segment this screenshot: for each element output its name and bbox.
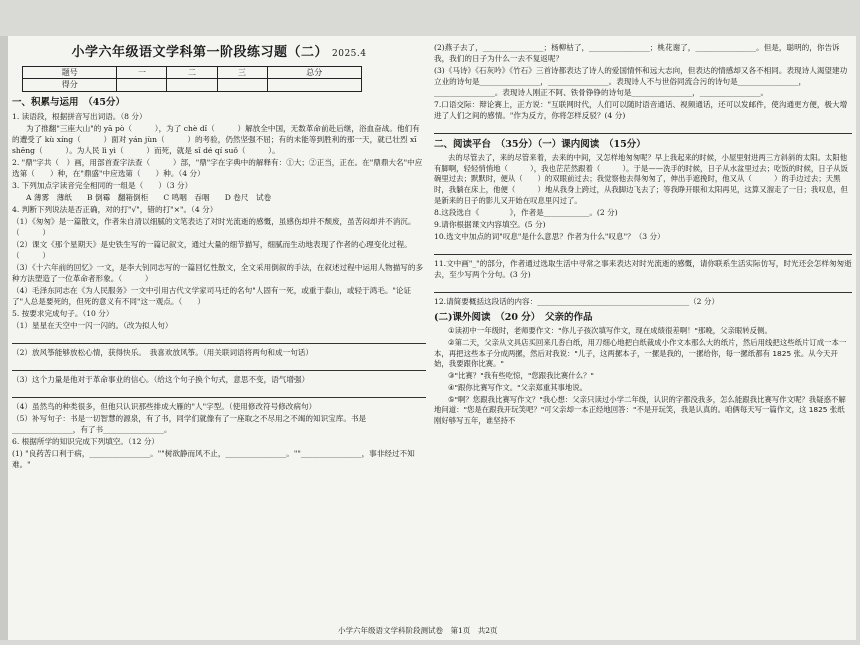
scan-edge — [0, 36, 8, 640]
question-9: 9.请你根据课文内容填空。(5 分) — [434, 220, 546, 230]
essay-paragraph: ⑤"啊？您跟我比赛写作文？"我心想：父亲只读过小学二年级，认识的字都没我多，怎么能跟我比赛写作文呢？我疑惑不解地问道："您是在跟我开玩笑吧？"可父亲却一本正经地回答："不是开玩笑，我是认真的。咱俩每天写一篇作文，这 1825 张纸刚好够写五年，谁坚持不 — [434, 394, 846, 426]
question-8: 8.这段选自《 》，作者是____________。(2 分) — [434, 208, 618, 218]
question-12: 12.请简要概括这段话的内容：________________________________________（2 分） — [434, 297, 720, 307]
question-5-item: （3）这个力量是他对于革命事业的信心。（给这个句子换个句式，意思不变，语气增强） — [12, 374, 310, 384]
question-6-item: (2)燕子去了，________________；杨柳枯了，________________；桃花谢了，________________。但是，聪明的，你告诉我，我们的日子为什么一去不复返呢？ — [434, 43, 840, 63]
right-column — [434, 36, 852, 428]
answer-line[interactable] — [12, 386, 426, 398]
question-5-item: （2）放风筝能够放松心情，获得快乐。 我喜欢放风筝。（用关联词语将两句和成一句话） — [12, 347, 313, 357]
score-table-row — [23, 79, 362, 92]
question-4-item: （2）课文《那个星期天》是史铁生写的一篇记叙文，通过大量的细节描写，细腻而生动地表现了作者的心理变化过程。（ ） — [12, 239, 412, 260]
question-2: 2. "鼎"字共（ ）画，用部首查字法查（ ）部，"鼎"字在字典中的解释有：①大；②正当，正在。在"鼎鼎大名"中应选第（ ）种，在"鼎盛"中应选第（ ）种。（4 分） — [12, 157, 423, 178]
question-6-item: (1) "良药苦口利于病，________________。""树欲静而风不止，________________。""________________，事非经过不知难。" — [12, 448, 415, 469]
score-cell: 总分 — [267, 66, 361, 79]
exam-date: 2025.4 — [332, 49, 367, 59]
answer-line[interactable] — [12, 332, 426, 344]
section-heading: 一、积累与运用 （45分） — [12, 97, 125, 109]
question-4-item: （3）《十六年前的回忆》一文，是李大钊同志写的一篇回忆性散文，全文采用倒叙的手法，在叙述过程中运用人物描写的多种方法塑造了一位革命者形象。（ ） — [12, 262, 424, 283]
answer-line[interactable] — [12, 359, 426, 371]
score-cell[interactable] — [217, 79, 267, 92]
essay-paragraph: ①读初中一年级时，老师要作文："你儿子孩次填写作文，现在成绩很差啊！"那晚，父亲眼转反侧。 — [448, 326, 772, 336]
score-cell: 二 — [167, 66, 217, 79]
score-cell[interactable] — [267, 79, 361, 92]
essay-paragraph: ③"比赛？"我有些吃惊，"您跟我比赛什么？" — [448, 371, 594, 381]
question-6: 6. 根据所学的知识完成下列填空。（12 分） — [12, 436, 160, 446]
question-6-item: (3)《马诗》《石灰吟》《竹石》三首诗都表达了诗人的爱国情怀和远大志向，但表达的情感却又各不相同。表现诗人渴望建功立业的诗句是________________，________________。表现诗人不与世俗同流合污的诗句是________________，________________。表现诗人刚正不阿、铁骨铮铮的诗句是________________，________________。 — [434, 66, 848, 97]
score-cell: 题号 — [23, 66, 117, 79]
question-3: 3. 下列加点字读音完全相同的一组是（ ）（3 分） — [12, 180, 193, 190]
question-4-item: （1）《匆匆》是一篇散文，作者朱自清以细腻的文笔表达了对时光流逝的感慨，虽感伤却并不颓废，虽苦闷却并不消沉。（ ） — [12, 216, 416, 237]
answer-line[interactable] — [434, 281, 852, 293]
question-11: 11.文中画"_"的部分，作者通过选取生活中寻常之事来表达对时光流逝的感慨，请你联系生活实际仿写，时光还会怎样匆匆逝去，至少写两个分句。(3 分) — [434, 259, 852, 280]
score-cell: 三 — [217, 66, 267, 79]
question-5-item: （5）补写句子：书是一切智慧的源泉，有了书，同学们就像有了一座取之不尽用之不竭的知识宝库。书是________________，有了书________________。 — [12, 413, 367, 434]
score-cell[interactable] — [117, 79, 167, 92]
question-5-item: （4）虽然鸟的种类很多，但他只认识那些排成大雁的"人"字型。（使用修改符号修改病句） — [12, 401, 317, 411]
question-4-item: （4）毛泽东同志在《为人民服务》一文中引用古代文学家司马迁的名句"人固有一死，或重于泰山，或轻于鸿毛。"论证了"人总是要死的，但死的意义有不同"这一观点。（ ） — [12, 285, 412, 306]
score-table-row — [23, 66, 362, 79]
essay-paragraph: ④"跟你比赛写作文。"父亲郑重其事地说。 — [448, 382, 588, 392]
question-1-head: 1. 读语段，根据拼音写出词语。（8 分） — [12, 111, 147, 121]
question-5-item: （1）星星在天空中一闪一闪的。（改为拟人句） — [12, 320, 173, 330]
left-column — [12, 36, 426, 471]
reading-passage: 去的尽管去了，来的尽管来着，去来的中间，又怎样地匆匆呢？早上我起来的时候，小屋里射进两三方斜斜的太阳。太阳他有脚啊，轻轻悄悄地（ ），我也茫茫然跟着（ ）。于是——洗手的时候，日子从水盆里过去；吃饭的时候，日子从饭碗里过去；默默时，便从（ ）的双眼前过去；我觉察他去得匆匆了，伸出手遮挽时，他又从（ ）的手边过去；天黑时，我躺在床上，他便（ ）地从我身上跨过，从我脚边飞去了；等我睁开眼和太阳再见，这算又溜走了一日；我叹息，但是新来的日子的影儿又开始在叹息里闪过了。 — [434, 152, 848, 205]
question-10: 10.选文中加点的词"叹息"是什么意思？作者为什么"叹息"？（3 分） — [434, 232, 665, 242]
score-cell[interactable] — [167, 79, 217, 92]
score-cell: 得分 — [23, 79, 117, 92]
exam-sheet — [8, 36, 856, 640]
page-title — [12, 44, 426, 63]
question-1-body: 为了推翻"三座大山"的 yā pò（ ），为了 chè dǐ（ ）解放全中国，无数革命前赴后继，浴血奋战。他们有的遭受了 kù xíng（ ）面对 yán jùn（ ）的考验，仍然坚强不屈；有的未能等到胜利的那一天，就已壮烈 xī shēng（ ）。为人民 lì yì（ ）而死，就是 sǐ dé qí suǒ（ ）。 — [12, 123, 420, 155]
question-3-options: A 薄雾 薄纸 B 倒霉 翻箱倒柜 C 鸣咽 吞咽 D 卷尺 试卷 — [26, 192, 272, 202]
question-7: 7.口语交际：辩论赛上，正方说："互联网时代，人们可以随时语音通话、视频通话，还可以发邮件，使沟通更方便，极大增进了人们之间的感情。"作为反方，你将怎样反驳？(4 分) — [434, 100, 848, 120]
score-table — [22, 66, 362, 92]
score-cell: 一 — [117, 66, 167, 79]
answer-line[interactable] — [434, 122, 852, 134]
essay-paragraph: ②第二天，父亲从文具店买回来几沓白纸，用刀细心地把白纸裁成小作文本那么大的纸片，然后用线把这些纸片订成一本一本，再把这些本子分成两摞，然后对我说："儿子，这两摞本子，一摞是我的，一摞给你，每一摞纸都有 1825 张。从今天开始，我要跟你比赛。" — [434, 337, 847, 369]
answer-line[interactable] — [434, 243, 852, 255]
section-heading: 二、阅读平台 （35分）（一）课内阅读 （15分） — [434, 139, 646, 150]
page-footer: 小学六年级语文学科阶段测试卷 第1页 共2页 — [338, 626, 498, 635]
title-text: 小学六年级语文学科第一阶段练习题（二） — [71, 45, 328, 60]
question-4: 4. 判断下列说法是否正确，对的打"√"，错的打"×"。（4 分） — [12, 204, 218, 214]
section-heading: (二)课外阅读 （20 分） 父亲的作品 — [434, 312, 593, 324]
question-5: 5. 按要求完成句子。（10 分） — [12, 308, 114, 318]
